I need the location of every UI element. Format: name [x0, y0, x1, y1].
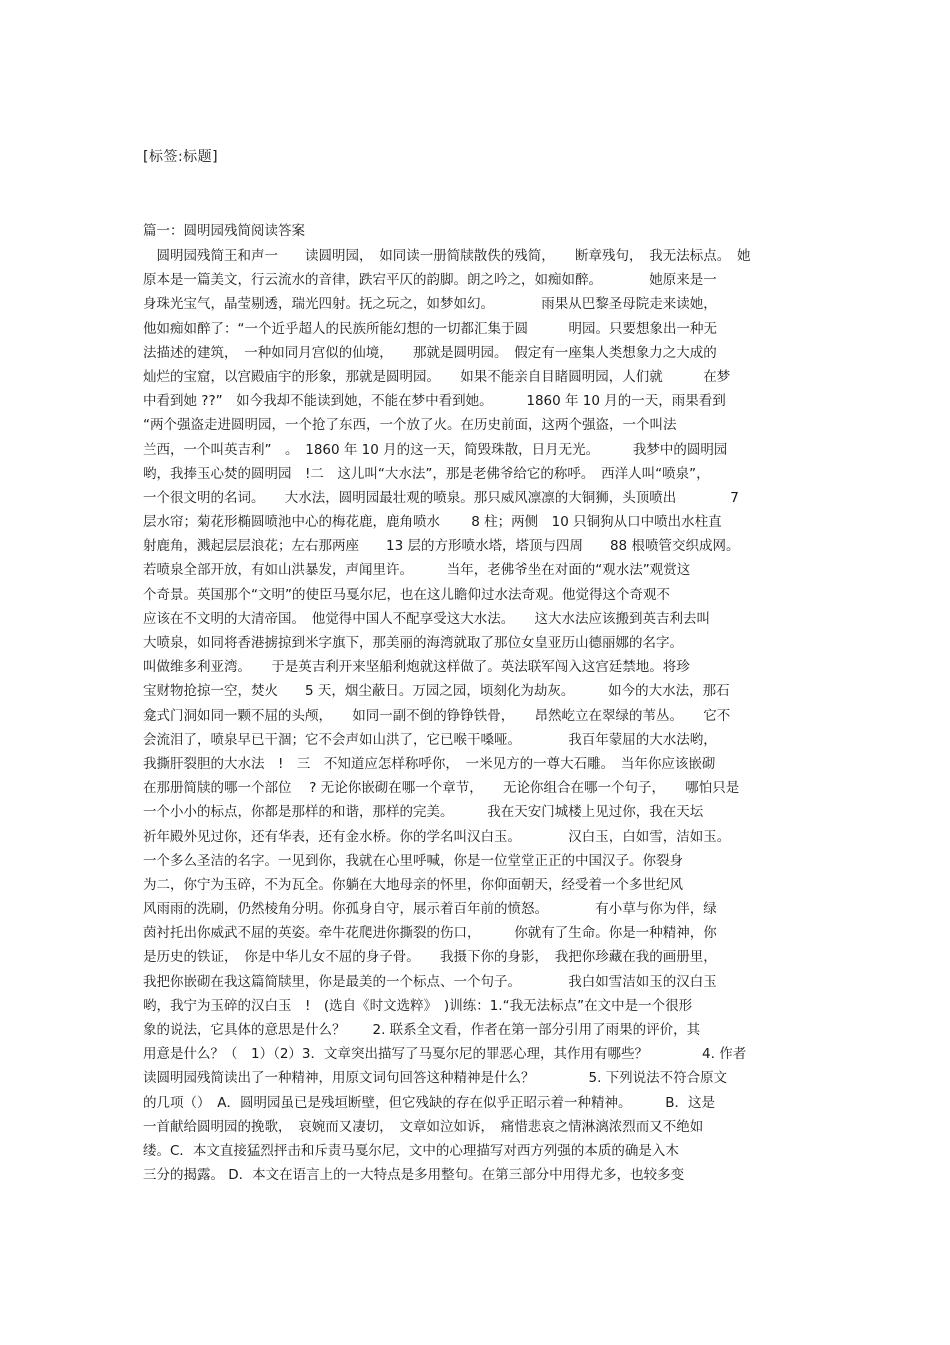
text-line: 为二，你宁为玉碎，不为瓦全。你躺在大地母亲的怀里，你仰面朝天，经受着一个多世纪风	[143, 876, 683, 893]
text-line: 他如痴如醉了：“一个近乎超人的民族所能幻想的一切都汇集于圆 明园。只要想象出一种无	[143, 320, 717, 337]
text-line: 圆明园残简王和声一 读圆明园， 如同读一册简牍散佚的残简， 断章残句， 我无法标点。 她	[143, 248, 751, 264]
text-line: 读圆明园残简读出了一种精神，用原文词句回答这种精神是什么？ 5. 下列说法不符合原文	[143, 1070, 728, 1087]
text-line: 一个很文明的名词。 大水法，圆明园最壮观的喷泉。那只威风凛凛的大铜狮，头顶喷出 7	[143, 489, 739, 506]
tag-label: [标签:标题]	[143, 149, 219, 165]
text-line: 哟，我捧玉心焚的圆明园 !二 这儿叫“大水法”，那是老佛爷给它的称呼。 西洋人叫“喷泉”，	[143, 465, 710, 482]
text-line: 射鹿角，溅起层层浪花；左右那两座 13 层的方形喷水塔，塔顶与四周 88 根喷管交织成网。	[143, 538, 740, 555]
text-line: 三分的揭露。 D．本文在语言上的一大特点是多用整句。在第三部分中用得尤多，也较多变	[143, 1167, 685, 1184]
text-line: 象的说法，它具体的意思是什么？ 2. 联系全文看，作者在第一部分引用了雨果的评价，其	[143, 1022, 701, 1038]
text-line: 祈年殿外见过你，还有华表，还有金水桥。你的学名叫汉白玉。 汉白玉，白如雪，洁如玉。	[143, 828, 731, 845]
text-line: 缕。C．本文直接猛烈抨击和斥责马戛尔尼，文中的心理描写对西方列强的本质的确是入木	[143, 1142, 679, 1159]
text-line: 哟，我宁为玉碎的汉白玉 ! (选自《时文选粹》 )训练：1.“我无法标点”在文中是一个很形	[143, 997, 693, 1014]
text-line: 会流泪了，喷泉早已干涸；它不会声如山洪了，它已喉干嗓哑。 我百年蒙屈的大水法哟，	[143, 731, 717, 748]
text-line: 兰西，一个叫英吉利” 。 1860 年 10 月的这一天，简毁珠散，日月无光。 我梦中的圆明园	[143, 441, 728, 458]
body-text	[143, 244, 807, 1187]
text-line: 层水帘；菊花形椭圆喷池中心的梅花鹿，鹿角喷水 8 柱；两侧 10 只铜狗从口中喷出水柱直	[143, 514, 722, 531]
text-line: “两个强盗走进圆明园，一个抢了东西，一个放了火。在历史前面，这两个强盗，一个叫法	[143, 417, 677, 434]
text-line: 一首献给圆明园的挽歌， 哀婉而又凄切， 文章如泣如诉， 痛惜悲哀之情淋漓浓烈而又不绝如	[143, 1118, 704, 1135]
text-line: 中看到她 ??” 如今我却不能读到她，不能在梦中看到她。 1860 年 10 月的一天，雨果看到	[143, 393, 726, 410]
text-line: 身珠光宝气，晶莹剔透，瑞光四射。抚之玩之，如梦如幻。 雨果从巴黎圣母院走来读她，	[143, 296, 717, 313]
text-line: 叫做维多利亚湾。 于是英吉利开来坚船利炮就这样做了。英法联军闯入这宫廷禁地。将珍	[143, 659, 690, 676]
text-line: 灿烂的宝窟，以宫殿庙宇的形象，那就是圆明园。 如果不能亲自目睹圆明园，人们就 在梦	[143, 368, 731, 385]
text-line: 的几项（） A．圆明园虽已是残垣断壁，但它残缺的存在似乎正昭示着一种精神。 B．这是	[143, 1094, 715, 1111]
text-line: 茵衬托出你威武不屈的英姿。牵牛花爬进你撕裂的伤口， 你就有了生命。你是一种精神，你	[143, 925, 717, 942]
text-line: 法描述的建筑， 一种如同月宫似的仙境， 那就是圆明园。 假定有一座集人类想象力之大成的	[143, 344, 717, 361]
text-line: 宝财物抢掠一空，焚火 5 天，烟尘蔽日。万园之园，顷刻化为劫灰。 如今的大水法，那石	[143, 683, 730, 700]
text-line: 若喷泉全部开放，有如山洪暴发，声闻里许。 当年，老佛爷坐在对面的“观水法”观赏这	[143, 562, 691, 579]
text-line: 是历史的铁证， 你是中华儿女不屈的身子骨。 我摄下你的身影， 我把你珍藏在我的画册里，	[143, 949, 717, 966]
section-title: 篇一：圆明园残简阅读答案	[143, 223, 305, 239]
text-line: 个奇景。英国那个“文明”的使臣马戛尔尼，也在这儿瞻仰过水法奇观。他觉得这个奇观不	[143, 586, 670, 603]
text-line: 原本是一篇美文，行云流水的音律，跌宕平仄的韵脚。朗之吟之，如痴如醉。 她原来是一	[143, 272, 717, 289]
text-line: 一个多么圣洁的名字。一见到你，我就在心里呼喊，你是一位堂堂正正的中国汉子。你裂身	[143, 852, 683, 869]
text-line: 用意是什么？（ 1）（2）3．文章突出描写了马戛尔尼的罪恶心理，其作用有哪些？ 4. 作者	[143, 1046, 747, 1063]
text-line: 我把你嵌砌在我这篇简牍里，你是最美的一个标点、一个句子。 我白如雪洁如玉的汉白玉	[143, 973, 717, 990]
text-line: 我撕肝裂胆的大水法 ! 三 不知道应怎样称呼你， 一米见方的一尊大石雕。 当年你应该嵌砌	[143, 755, 716, 772]
text-line: 大喷泉，如同将香港掳掠到米字旗下，那美丽的海湾就取了那位女皇亚历山德丽娜的名字。	[143, 635, 683, 651]
text-line: 龛式门洞如同一颗不屈的头颅， 如同一副不倒的铮铮铁骨， 昂然屹立在翠绿的苇丛。 它不	[143, 707, 731, 724]
text-line: 在那册简牍的哪一个部位 ? 无论你嵌砌在哪一个章节， 无论你组合在哪一个句子， 哪怕只是	[143, 780, 740, 797]
text-line: 风雨雨的洗刷，仍然棱角分明。你孤身自守，展示着百年前的愤怒。 有小草与你为伴，绿	[143, 901, 717, 918]
text-line: 一个小小的标点，你都是那样的和谐，那样的完美。 我在天安门城楼上见过你，我在天坛	[143, 804, 704, 821]
text-line: 应该在不文明的大清帝国。 他觉得中国人不配享受这大水法。 这大水法应该搬到英吉利去叫	[143, 610, 710, 627]
